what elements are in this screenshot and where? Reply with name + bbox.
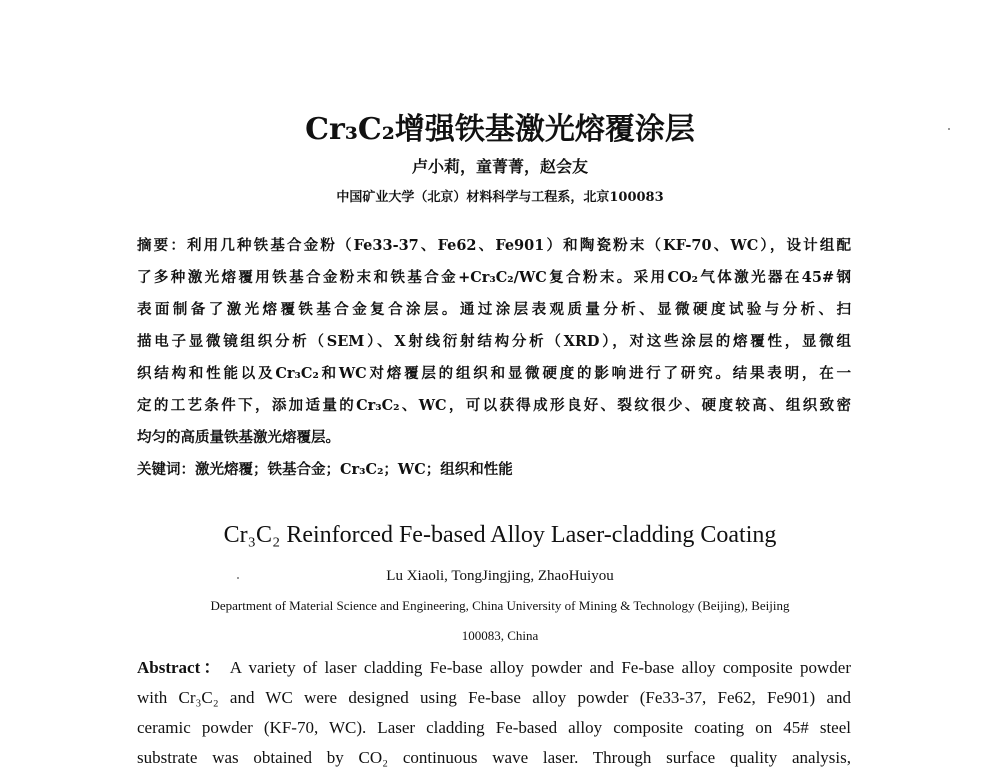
- chinese-affiliation: 中国矿业大学（北京）材料科学与工程系，北京100083: [336, 190, 664, 205]
- abstract-label: 摘要：: [137, 237, 187, 254]
- abstract-line: substrate was obtained by CO₂ continuous wave laser. Through surface quality analysis,: [137, 748, 851, 767]
- keywords-line: [137, 454, 851, 486]
- abstract-line: [137, 230, 851, 262]
- abstract-line: ceramic powder (KF-70, WC). Laser cladding Fe-based alloy composite coating on 45# steel: [137, 718, 851, 737]
- abstract-line: with Cr₃C₂ and WC were designed using Fe-base alloy powder (Fe33-37, Fe62, Fe901) and: [137, 688, 851, 707]
- keywords-text: 激光熔覆；铁基合金；Cr₃C₂；WC；组织和性能: [195, 461, 513, 478]
- abstract-line: 了多种激光熔覆用铁基合金粉末和铁基合金+Cr₃C₂/WC复合粉末。采用CO₂气体激光器在45#钢: [137, 269, 851, 286]
- chinese-authors: 卢小莉，童菁菁，赵会友: [411, 157, 588, 176]
- english-affiliation-cont: 100083, China: [461, 628, 539, 643]
- abstract-text: A variety of laser cladding Fe-base alloy powder and Fe-base alloy composite powder: [229, 658, 851, 677]
- chinese-abstract: [137, 230, 851, 486]
- english-affiliation: Department of Material Science and Engineering, China University of Mining & Technology (Beijing), Beijing: [210, 598, 790, 613]
- english-authors: Lu Xiaoli, TongJingjing, ZhaoHuiyou: [386, 568, 614, 584]
- abstract-line: 描电子显微镜组织分析（SEM）、X射线衍射结构分析（XRD），对这些涂层的熔覆性，显微组: [137, 333, 851, 350]
- abstract-line: 织结构和性能以及Cr₃C₂和WC对熔覆层的组织和显微硬度的影响进行了研究。结果表明，在一: [137, 365, 851, 382]
- abstract-line: [137, 653, 851, 683]
- abstract-line: 定的工艺条件下，添加适量的Cr₃C₂、WC，可以获得成形良好、裂纹很少、硬度较高、组织致密: [137, 397, 851, 414]
- abstract-label: Abstract：: [137, 658, 224, 677]
- abstract-line: 表面制备了激光熔覆铁基合金复合涂层。通过涂层表观质量分析、显微硬度试验与分析、扫: [137, 301, 851, 318]
- keywords-label: 关键词：: [137, 461, 195, 478]
- english-abstract: [137, 653, 851, 773]
- english-title: Cr₃C₂ Reinforced Fe-based Alloy Laser-cladding Coating: [223, 522, 777, 548]
- chinese-title: Cr₃C₂增强铁基激光熔覆涂层: [305, 112, 695, 147]
- abstract-text: 利用几种铁基合金粉（Fe33-37、Fe62、Fe901）和陶瓷粉末（KF-70、WC），设计组配: [187, 237, 851, 254]
- abstract-line: 均匀的高质量铁基激光熔覆层。: [137, 429, 340, 446]
